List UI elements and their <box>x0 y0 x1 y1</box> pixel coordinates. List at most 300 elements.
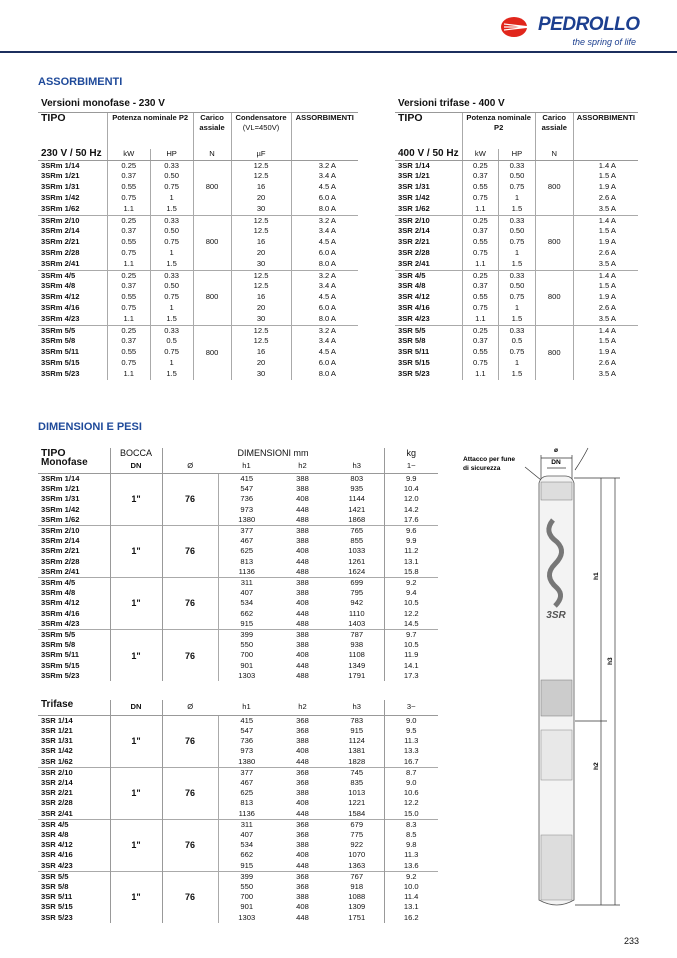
cell: 368 <box>296 715 309 725</box>
cell: 547 <box>218 484 275 494</box>
cell: 0.50 <box>150 281 193 292</box>
table-row <box>38 757 438 768</box>
cell: 550 <box>218 640 275 650</box>
cell: 3SRm 5/11 <box>41 347 79 357</box>
cell: 17.6 <box>384 515 438 526</box>
cell: 915 <box>350 725 364 735</box>
table-row <box>38 798 438 808</box>
cell: 0.33 <box>499 325 536 336</box>
cell: 3.4 A <box>291 226 358 237</box>
table-row <box>395 171 638 182</box>
cell: 0.75 <box>107 358 150 369</box>
cell: 662 <box>218 850 275 860</box>
cell: N <box>535 149 573 160</box>
cell: 488 <box>296 514 309 524</box>
cell: 0.37 <box>107 226 150 237</box>
cell: 408 <box>296 850 309 860</box>
table-row <box>38 767 438 778</box>
cell: 1380 <box>218 757 275 768</box>
cell: 30 <box>231 369 291 380</box>
table-row <box>38 160 358 171</box>
cell: 3SRm 4/23 <box>41 618 80 628</box>
cell: 0.50 <box>499 226 536 237</box>
cell: 0.55 <box>107 347 150 358</box>
cell: 1.4 A <box>573 270 638 281</box>
cell: 3SR 4/5 <box>38 819 110 830</box>
cell: 12.2 <box>384 609 438 619</box>
cell: 2.6 A <box>573 358 638 369</box>
cell: 0.75 <box>499 292 536 303</box>
table-row <box>395 358 638 369</box>
cell: 10.0 <box>384 882 438 892</box>
cell: 3SR 4/23 <box>398 314 430 324</box>
cell: 625 <box>218 788 275 798</box>
cell: 311 <box>218 577 275 588</box>
table-row <box>38 850 438 860</box>
table-row <box>38 726 438 736</box>
cell: 1403 <box>348 618 366 628</box>
cell: 3SR 5/8 <box>41 881 69 891</box>
cell: 3SR 1/42 <box>41 746 73 756</box>
table-row <box>38 515 438 526</box>
table-row <box>38 505 438 515</box>
table-row <box>38 557 438 567</box>
cell: HP <box>150 149 193 160</box>
cell: 9.2 <box>384 577 438 588</box>
cell: 3SR 5/8 <box>398 336 426 346</box>
cell: 3SRm 4/5 <box>38 577 110 588</box>
cell: 1.5 <box>499 369 536 380</box>
cell: 3SRm 2/28 <box>41 556 80 566</box>
cell: 973 <box>218 505 275 515</box>
cell: 488 <box>296 566 309 576</box>
cell: 3SR 1/21 <box>398 171 430 181</box>
cell: 3.5 A <box>573 369 638 380</box>
cell: 901 <box>218 661 275 671</box>
cell: 800 <box>193 215 231 270</box>
cell: 1136 <box>218 809 275 820</box>
cell: 775 <box>350 829 364 839</box>
col-abs: ASSORBIMENTI <box>291 112 358 149</box>
cell: 1 <box>499 248 536 259</box>
cell: 9.9 <box>384 536 438 546</box>
cell: 0.25 <box>462 270 499 281</box>
cell: 3SR 5/23 <box>41 912 73 922</box>
h3-label: h3 <box>607 657 614 665</box>
page-number: 233 <box>623 936 639 946</box>
cell: 9.6 <box>384 525 438 536</box>
cell: 467 <box>218 536 275 546</box>
cell: kW <box>462 149 499 160</box>
cell: 3SR 1/62 <box>398 204 430 214</box>
cell: 0.75 <box>150 292 193 303</box>
cell: 388 <box>296 588 309 598</box>
cell: 2.6 A <box>573 193 638 204</box>
cell: 1 <box>499 303 536 314</box>
cell: 0.75 <box>462 358 499 369</box>
cell: 388 <box>296 640 309 650</box>
cell: 448 <box>296 608 309 618</box>
cell: 12.5 <box>231 215 291 226</box>
cell: 3.2 A <box>291 160 358 171</box>
cell: 813 <box>218 798 275 808</box>
table-row <box>38 650 438 660</box>
cell: 0.37 <box>462 226 499 237</box>
cell: 0.33 <box>499 160 536 171</box>
cell: 1.1 <box>107 259 150 270</box>
cell: 1.1 <box>107 314 150 325</box>
cell: 3SRm 1/14 <box>41 473 80 483</box>
table-row <box>38 609 438 619</box>
cell: 767 <box>330 871 384 882</box>
cell: 9.2 <box>384 871 438 882</box>
col-abs: ASSORBIMENTI <box>573 112 638 149</box>
cell: 1.9 A <box>573 292 638 303</box>
cell: 0.37 <box>462 281 499 292</box>
cell: 3SRm 4/8 <box>41 588 76 598</box>
cell: 1" <box>110 871 162 923</box>
cell: 1584 <box>348 808 366 818</box>
cell: 388 <box>296 736 309 746</box>
cell: 0.25 <box>107 160 150 171</box>
cell: 3SRm 2/10 <box>38 215 107 226</box>
cell: 625 <box>218 546 275 556</box>
cell: 415 <box>218 715 275 726</box>
table-row <box>38 913 438 923</box>
brand-logo <box>500 14 640 50</box>
mono-dimensions-table <box>38 448 438 681</box>
table-row <box>38 882 438 892</box>
cell: 0.75 <box>107 193 150 204</box>
cell: 3.2 A <box>291 215 358 226</box>
cell: 0.75 <box>107 303 150 314</box>
cell: 368 <box>275 871 330 882</box>
cell: 3SR 2/14 <box>41 777 73 787</box>
cell: 0.75 <box>462 303 499 314</box>
table-row <box>38 736 438 746</box>
cell: 4.5 A <box>291 182 358 193</box>
cell: 407 <box>218 588 275 598</box>
cell: 12.5 <box>231 325 291 336</box>
cell: DN <box>110 700 162 715</box>
cell: 11.3 <box>384 850 438 860</box>
cell: 3SRm 5/8 <box>41 336 76 346</box>
cell: 0.55 <box>107 292 150 303</box>
cell: 3SRm 1/42 <box>41 504 80 514</box>
cell: 1" <box>110 473 162 525</box>
table-row <box>38 525 438 536</box>
cell: 1828 <box>348 756 366 766</box>
cell: 3SRm 5/5 <box>38 325 107 336</box>
cell: 0.33 <box>150 160 193 171</box>
cell: 1261 <box>348 556 366 566</box>
cell: µF <box>231 149 291 160</box>
cell: 13.6 <box>384 861 438 872</box>
cell: 0.75 <box>462 193 499 204</box>
table-row <box>395 369 638 380</box>
cell: 30 <box>231 259 291 270</box>
table-row <box>38 215 358 226</box>
cell: 3SRm 1/21 <box>41 171 80 181</box>
cell: 938 <box>350 640 364 650</box>
cell: 0.50 <box>499 281 536 292</box>
cell: 3SRm 4/16 <box>41 303 80 313</box>
cell: h3 <box>330 700 384 715</box>
cell: 699 <box>330 577 384 588</box>
table-row <box>38 494 438 504</box>
table-row <box>395 270 638 281</box>
cell: 388 <box>296 892 309 902</box>
cell: 3SRm 1/14 <box>41 160 80 170</box>
cell: 1" <box>110 525 162 577</box>
cell: 1751 <box>348 912 366 922</box>
col-tipo: TIPO <box>41 447 66 459</box>
cell: 388 <box>296 840 309 850</box>
cell: 6.0 A <box>291 303 358 314</box>
table-row <box>38 830 438 840</box>
cell: 0.75 <box>150 347 193 358</box>
cell: 9.7 <box>384 629 438 640</box>
cell: 1.5 <box>499 204 536 215</box>
cell: 9.0 <box>384 715 438 726</box>
mono-absorption-table <box>38 97 358 380</box>
cell: 3SR 4/23 <box>41 860 73 870</box>
cell: 534 <box>218 598 275 608</box>
cell: 2.6 A <box>573 248 638 259</box>
cell: 1.1 <box>107 204 150 215</box>
cell: 1421 <box>348 504 366 514</box>
cell: 0.33 <box>150 215 193 226</box>
cell: 3SRm 5/15 <box>41 660 80 670</box>
cell: 1.1 <box>462 314 499 325</box>
cell: 0.37 <box>107 171 150 182</box>
cell: 14.2 <box>384 505 438 515</box>
section-title-absorb: ASSORBIMENTI <box>38 76 123 88</box>
cell: 1349 <box>348 660 366 670</box>
cell: 3SR 1/14 <box>398 160 430 170</box>
cell: 408 <box>296 746 309 756</box>
cell: 3.2 A <box>291 325 358 336</box>
cell: 448 <box>296 808 309 818</box>
freq: 230 V / 50 Hz <box>38 149 107 160</box>
cell: 4.5 A <box>291 237 358 248</box>
cell: 399 <box>218 871 275 882</box>
cell: 0.50 <box>499 171 536 182</box>
cell: 3SRm 2/21 <box>41 546 80 556</box>
cell: 30 <box>231 204 291 215</box>
cell: 11.9 <box>384 650 438 660</box>
table-row <box>395 303 638 314</box>
cell: 1088 <box>348 892 366 902</box>
cell: 9.5 <box>384 726 438 736</box>
cell: 76 <box>162 767 218 819</box>
cell: 787 <box>330 629 384 640</box>
cell: 783 <box>350 715 364 725</box>
cell: 76 <box>162 715 218 767</box>
cell: 0.5 <box>150 336 193 347</box>
cell: 1.5 A <box>573 171 638 182</box>
cell: 3SRm 2/28 <box>41 248 80 258</box>
col-load: Carico assiale <box>193 112 231 149</box>
col-tipo: TIPO <box>41 111 66 124</box>
cell: 800 <box>193 270 231 325</box>
table-row <box>38 819 438 830</box>
cell: 3.4 A <box>291 336 358 347</box>
cell: 1.9 A <box>573 182 638 193</box>
cell: 448 <box>296 504 309 514</box>
cell: Ø <box>162 700 218 715</box>
cell: 3SR 5/23 <box>398 369 430 379</box>
cell: 1381 <box>348 746 366 756</box>
table-row <box>395 325 638 336</box>
table-row <box>38 809 438 820</box>
cell: 9.0 <box>384 778 438 788</box>
cell: 76 <box>162 473 218 525</box>
cell: 3SR 5/5 <box>395 325 462 336</box>
cell: 368 <box>296 881 309 891</box>
cell: 0.75 <box>150 182 193 193</box>
cell: 8.0 A <box>291 204 358 215</box>
cell: 488 <box>296 618 309 628</box>
cell: 800 <box>535 325 573 380</box>
cell: 0.25 <box>107 215 150 226</box>
cell: 795 <box>350 588 364 598</box>
cell: 800 <box>535 160 573 215</box>
cell: 1380 <box>218 515 275 526</box>
cell: 1 <box>150 248 193 259</box>
cell: 14.1 <box>384 661 438 671</box>
cell: 3SRm 1/42 <box>41 193 80 203</box>
freq: 400 V / 50 Hz <box>395 149 462 160</box>
rope-label-2: di sicurezza <box>463 465 501 472</box>
table-row <box>38 473 438 484</box>
cell: 1.5 A <box>573 281 638 292</box>
tri-absorption-table <box>395 97 638 380</box>
cell: 1.1 <box>462 369 499 380</box>
cell: 1868 <box>348 514 366 524</box>
table-row <box>38 778 438 788</box>
table-row <box>38 546 438 556</box>
cell: 1" <box>110 577 162 629</box>
cell: 11.4 <box>384 892 438 902</box>
cell: 3SR 1/31 <box>41 736 73 746</box>
cell: 0.33 <box>150 270 193 281</box>
cell: 20 <box>231 193 291 204</box>
col-power: Potenza nominale P2 <box>462 112 535 149</box>
table-row <box>38 598 438 608</box>
cell: Ø <box>162 458 218 473</box>
cell: 14.5 <box>384 619 438 630</box>
cell: 16.7 <box>384 757 438 768</box>
cell: kW <box>107 149 150 160</box>
cell: 3.5 A <box>573 259 638 270</box>
cell: 0.37 <box>462 336 499 347</box>
h1-label: h1 <box>593 572 600 580</box>
table-row <box>38 902 438 912</box>
cell: 30 <box>231 314 291 325</box>
cell: 76 <box>162 871 218 923</box>
cell: 803 <box>350 473 364 483</box>
cell: 0.25 <box>462 325 499 336</box>
table-row <box>395 215 638 226</box>
logo-mark-icon <box>500 16 536 38</box>
cell: 3SRm 5/15 <box>41 358 80 368</box>
cell: 855 <box>350 536 364 546</box>
table-row <box>38 567 438 578</box>
cell: 813 <box>218 557 275 567</box>
cell: 3SRm 4/8 <box>41 281 76 291</box>
cell: h1 <box>218 458 275 473</box>
cell: 407 <box>218 830 275 840</box>
cell: 17.3 <box>384 671 438 681</box>
cell: 448 <box>296 556 309 566</box>
cell: 15.0 <box>384 809 438 820</box>
cell: 3SR 5/15 <box>398 358 430 368</box>
section-title-dims: DIMENSIONI E PESI <box>38 421 142 433</box>
cell: 10.4 <box>384 484 438 494</box>
cell: 0.33 <box>150 325 193 336</box>
cell: 935 <box>350 484 364 494</box>
table-row <box>38 661 438 671</box>
cell: 3SR 4/12 <box>41 840 73 850</box>
cell: 3.5 A <box>573 314 638 325</box>
cell: 16 <box>231 237 291 248</box>
cell: 76 <box>162 577 218 629</box>
cell: 16 <box>231 182 291 193</box>
cell: 3.4 A <box>291 281 358 292</box>
cell: 765 <box>330 525 384 536</box>
cell: 8.3 <box>384 819 438 830</box>
table-row <box>395 347 638 358</box>
cell: 1.4 A <box>573 160 638 171</box>
table-row <box>395 226 638 237</box>
table-row <box>38 840 438 850</box>
tri-dimensions-table <box>38 700 438 923</box>
cell: 6.0 A <box>291 193 358 204</box>
cell: 408 <box>296 798 309 808</box>
table-row <box>38 270 358 281</box>
cell: 1" <box>110 715 162 767</box>
cell: 6.0 A <box>291 248 358 259</box>
table-row <box>38 640 438 650</box>
cell: 1.5 A <box>573 226 638 237</box>
cell: DN <box>110 458 162 473</box>
cell: 16 <box>231 347 291 358</box>
cell: 1.4 A <box>573 215 638 226</box>
cell: 399 <box>218 629 275 640</box>
cell: 3SR 2/41 <box>398 259 430 269</box>
table-row <box>395 281 638 292</box>
cell: 0.37 <box>107 336 150 347</box>
cell: h2 <box>275 458 330 473</box>
cell: 377 <box>218 525 275 536</box>
table-row <box>38 892 438 902</box>
cell: h1 <box>218 700 275 715</box>
table-title: Versioni trifase - 400 V <box>395 97 638 112</box>
cell: 3SR 5/11 <box>41 892 73 902</box>
cell: 1.1 <box>107 369 150 380</box>
cell: 388 <box>275 629 330 640</box>
table-title: Versioni monofase - 230 V <box>38 97 358 112</box>
cell: 1 <box>499 358 536 369</box>
cell: 534 <box>218 840 275 850</box>
cell: 3SRm 4/23 <box>41 314 80 324</box>
rope-label-1: Attacco per fune <box>463 456 516 463</box>
cell: 10.6 <box>384 788 438 798</box>
cell: 1 <box>150 358 193 369</box>
col-power: Potenza nominale P2 <box>107 112 193 149</box>
table-row <box>38 871 438 882</box>
